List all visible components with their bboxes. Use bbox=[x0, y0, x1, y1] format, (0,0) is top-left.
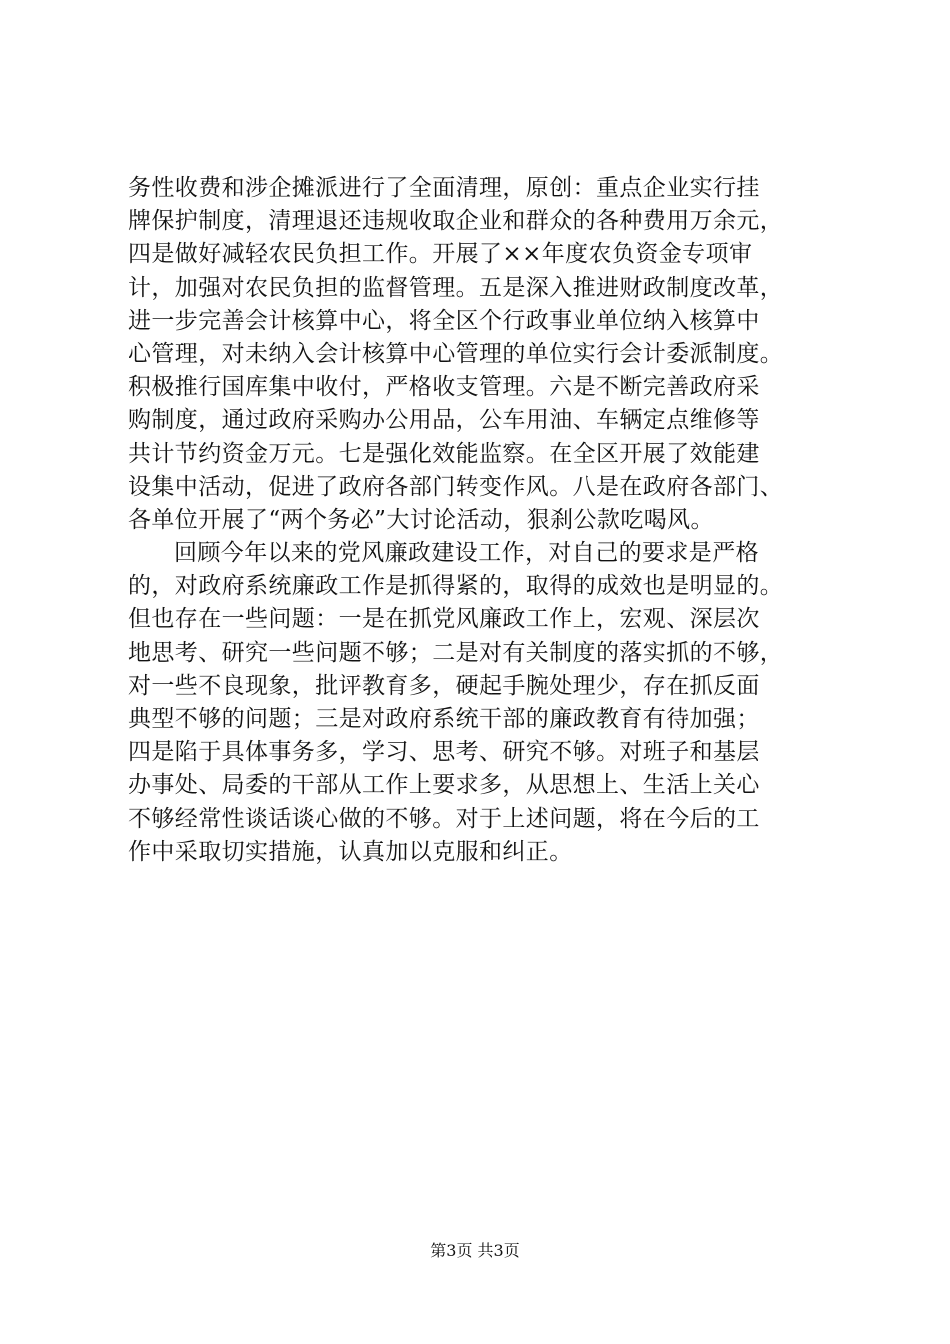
text-line: 四是陷于具体事务多，学习、思考、研究不够。对班子和基层 bbox=[128, 739, 760, 766]
text-line: 办事处、局委的干部从工作上要求多，从思想上、生活上关心 bbox=[128, 772, 760, 799]
text-line: 对一些不良现象，批评教育多，硬起手腕处理少，存在抓反面 bbox=[128, 672, 760, 699]
text-line: 积极推行国库集中收付，严格收支管理。六是不断完善政府采 bbox=[128, 374, 760, 401]
document-body bbox=[128, 172, 852, 869]
text-line: 地思考、研究一些问题不够；二是对有关制度的落实抓的不够， bbox=[128, 639, 784, 666]
text-line: 购制度，通过政府采购办公用品，公车用油、车辆定点维修等 bbox=[128, 407, 760, 434]
text-line: 不够经常性谈话谈心做的不够。对于上述问题，将在今后的工 bbox=[128, 805, 760, 832]
text-line: 计，加强对农民负担的监督管理。五是深入推进财政制度改革， bbox=[128, 274, 784, 301]
text-line: 务性收费和涉企摊派进行了全面清理，原创：重点企业实行挂 bbox=[128, 175, 760, 201]
text-line: 共计节约资金万元。七是强化效能监察。在全区开展了效能建 bbox=[128, 440, 760, 467]
page-number-footer: 第3页 共3页 bbox=[430, 1241, 520, 1260]
text-line: 心管理，对未纳入会计核算中心管理的单位实行会计委派制度。 bbox=[128, 340, 784, 367]
text-line: 进一步完善会计核算中心，将全区个行政事业单位纳入核算中 bbox=[128, 307, 760, 334]
paragraph-start-line: 回顾今年以来的党风廉政建设工作，对自己的要求是严格 bbox=[174, 540, 759, 567]
text-line: 典型不够的问题；三是对政府系统干部的廉政教育有待加强； bbox=[128, 706, 760, 732]
text-line: 各单位开展了“两个务必”大讨论活动，狠刹公款吃喝风。 bbox=[128, 506, 714, 533]
text-line: 的，对政府系统廉政工作是抓得紧的，取得的成效也是明显的。 bbox=[128, 573, 784, 600]
text-line: 但也存在一些问题：一是在抓党风廉政工作上，宏观、深层次 bbox=[128, 606, 760, 633]
text-line: 牌保护制度，清理退还违规收取企业和群众的各种费用万余元， bbox=[128, 208, 784, 235]
text-line: 设集中活动，促进了政府各部门转变作风。八是在政府各部门、 bbox=[128, 473, 784, 500]
text-line: 作中采取切实措施，认真加以克服和纠正。 bbox=[128, 838, 573, 865]
text-line: 四是做好减轻农民负担工作。开展了××年度农负资金专项审 bbox=[128, 241, 753, 268]
